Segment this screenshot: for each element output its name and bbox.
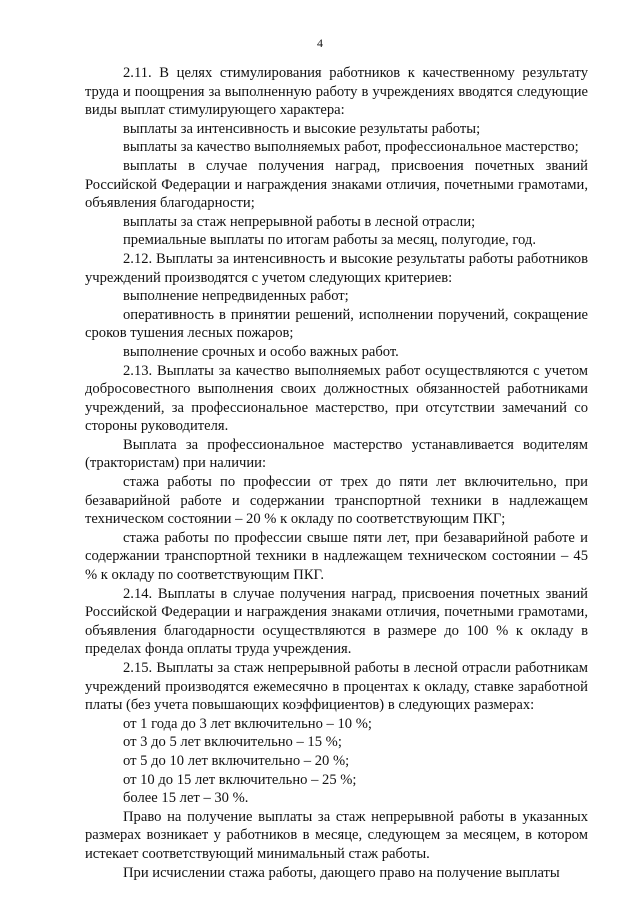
- list-item: от 5 до 10 лет включительно – 20 %;: [123, 752, 350, 769]
- list-item: от 10 до 15 лет включительно – 25 %;: [123, 771, 357, 788]
- paragraph-2-15: 2.15. Выплаты за стаж непрерывной работы в лесной отрасли работникам учреждений производятся ежемесячно в процентах к окладу, ставке заработной платы (без учета повышающих коэффициентов) в следующих размерах:: [85, 660, 588, 714]
- paragraph-2-11: 2.11. В целях стимулирования работников к качественному результату труда и поощрения за выполненную работу в учреждениях вводятся следующие виды выплат стимулирующего характера:: [85, 65, 588, 119]
- list-item: стажа работы по профессии свыше пяти лет, при безаварийной работе и содержании транспортной техники в надлежащем техническом состоянии – 45 % к окладу по соответствующим ПКГ.: [85, 529, 588, 584]
- list-item: выполнение срочных и особо важных работ.: [123, 343, 399, 360]
- list-item: выплаты за стаж непрерывной работы в лесной отрасли;: [123, 213, 476, 230]
- paragraph-2-14: 2.14. Выплаты в случае получения наград, присвоения почетных званий Российской Федерации и награждения знаками отличия, почетными грамотами, объявления благодарности осуществляются в размере до 100 % к окладу в пределах фонда оплаты труда учреждения.: [85, 585, 588, 658]
- list-item: стажа работы по профессии от трех до пяти лет включительно, при безаварийной работе и содержании транспортной техники в надлежащем техническом состоянии – 20 % к окладу по соответствующим ПКГ;: [85, 474, 588, 528]
- document-body: [85, 64, 588, 882]
- paragraph: Выплата за профессиональное мастерство устанавливается водителям (трактористам) при наличии:: [85, 436, 588, 472]
- page-number: 4: [317, 36, 323, 50]
- paragraph: Право на получение выплаты за стаж непрерывной работы в указанных размерах возникает у работников в месяце, следующем за месяцем, в котором истекает соответствующий минимальный стаж работы.: [85, 808, 588, 862]
- paragraph: При исчислении стажа работы, дающего право на получение выплаты: [123, 864, 560, 881]
- list-item: выплаты за качество выполняемых работ, профессиональное мастерство;: [123, 139, 579, 156]
- list-item: выплаты за интенсивность и высокие результаты работы;: [123, 120, 481, 137]
- paragraph-2-13: 2.13. Выплаты за качество выполняемых работ осуществляются с учетом добросовестного выполнения своих должностных обязанностей работниками учреждений, за профессиональное мастерство, при отсутствии замечаний со стороны руководителя.: [85, 362, 588, 435]
- list-item: оперативность в принятии решений, исполнении поручений, сокращение сроков тушения лесных пожаров;: [85, 306, 588, 342]
- paragraph-2-12: 2.12. Выплаты за интенсивность и высокие результаты работы работников учреждений производятся с учетом следующих критериев:: [85, 250, 588, 286]
- list-item: премиальные выплаты по итогам работы за месяц, полугодие, год.: [123, 232, 536, 249]
- list-item: от 1 года до 3 лет включительно – 10 %;: [123, 715, 372, 732]
- list-item: более 15 лет – 30 %.: [123, 790, 249, 807]
- list-item: выплаты в случае получения наград, присвоения почетных званий Российской Федерации и награждения знаками отличия, почетными грамотами, объявления благодарности;: [85, 157, 588, 212]
- list-item: выполнение непредвиденных работ;: [123, 288, 349, 305]
- list-item: от 3 до 5 лет включительно – 15 %;: [123, 734, 342, 751]
